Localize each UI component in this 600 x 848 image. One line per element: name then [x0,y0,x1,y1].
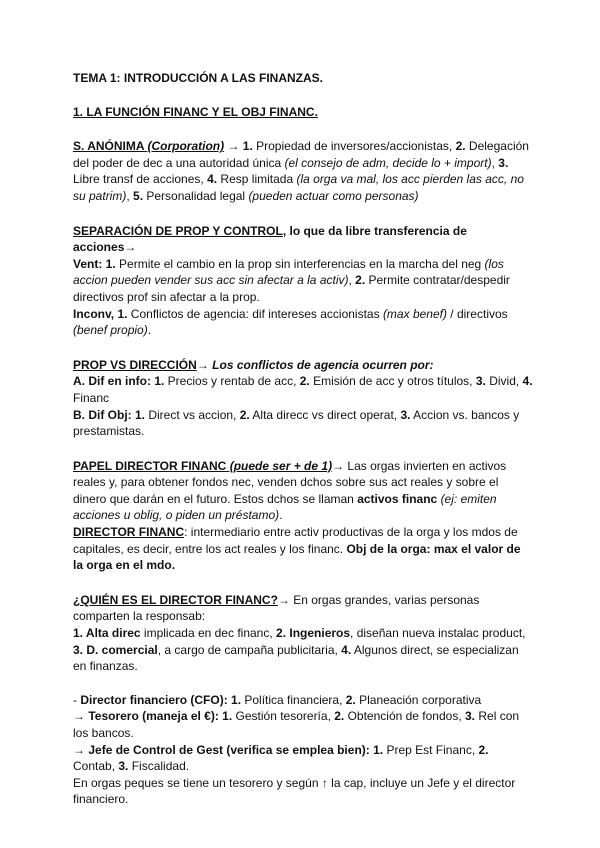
arrow-icon: → [224,139,243,154]
arrow-icon: → [124,240,137,255]
arrow-icon: → [73,709,89,724]
arrow-icon: → [73,742,89,757]
orgas-peques-line: En orgas peques se tiene un tesorero y según ↑ la cap, incluye un Jefe y el director financiero. [73,775,516,807]
document-title: TEMA 1: INTRODUCCIÓN A LAS FINANZAS. [73,71,323,85]
tesorero-line: → Tesorero (maneja el €): 1. Gestión tesorería, 2. Obtención de fondos, 3. Rel con los bancos. [73,709,520,740]
quien-es-paragraph: ¿QUIÉN ES EL DIRECTOR FINANC?→ En orgas grandes, varias personas comparten la responsab: [73,592,480,624]
document-page [73,70,533,808]
sa-heading-italic: (Corporation) [147,139,225,154]
ventajas-paragraph: Vent: 1. Permite el cambio en la prop sin interferencias en la marcha del neg (los accion pueden vender sus acc sin afectar a la activ), 2. Permite contratar/despedir directivos prof sin afectar a la prop. [73,256,510,304]
prop-vs-direccion-heading: PROP VS DIRECCIÓN→ Los conflictos de agencia ocurren por: [73,357,434,372]
section-heading-funcion-financ: 1. LA FUNCIÓN FINANC Y EL OBJ FINANC. [73,104,318,119]
dif-obj-paragraph: B. Dif Obj: 1. Direct vs accion, 2. Alta direcc vs direct operat, 3. Accion vs. bancos y prestamistas. [73,407,520,439]
director-financ-paragraph: DIRECTOR FINANC: intermediario entre activ productivas de la orga y los mdos de capitales, es decir, entre los act reales y los financ. Obj de la orga: max el valor de la orga en el mdo. [73,525,521,573]
cfo-line: - Director financiero (CFO): 1. Política financiera, 2. Planeación corporativa [73,692,482,707]
papel-director-paragraph: PAPEL DIRECTOR FINANC (puede ser + de 1)→ Las orgas invierten en activos reales y, para obtener fondos nec, venden dchos sobre sus act reales y sobre el dinero que darán en el futuro. Estos dchos se llaman activos financ (ej: emiten acciones u oblig, o piden un préstamo). [73,458,507,523]
responsables-paragraph: 1. Alta direc implicada en dec financ, 2. Ingenieros, diseñan nueva instalac product, 3. D. comercial, a cargo de campaña publicitaria, 4. Algunos direct, se especializan en finanzas. [73,626,526,674]
inconvenientes-paragraph: Inconv, 1. Conflictos de agencia: dif intereses accionistas (max benef) / directivos (benef propio). [73,306,508,338]
dif-info-paragraph: A. Dif en info: 1. Precios y rentab de acc, 2. Emisión de acc y otros títulos, 3. Divid, 4. Financ [73,374,533,405]
sa-paragraph: S. ANÓNIMA (Corporation) → 1. Propiedad de inversores/accionistas, 2. Delegación del poder de dec a una autoridad única (el consejo de adm, decide lo + import), 3. Libre transf de acciones, 4. Resp limitada (la orga va mal, los acc pierden las acc, no su patrim), 5. Personalidad legal (pueden actuar como personas) [73,139,529,203]
separacion-heading: SEPARACIÓN DE PROP Y CONTROL, lo que da libre transferencia de acciones→ [73,223,467,255]
arrow-icon: → [332,458,348,473]
arrow-icon: → [196,357,213,372]
sa-heading: S. ANÓNIMA [73,139,145,154]
jefe-control-line: → Jefe de Control de Gest (verifica se emplea bien): 1. Prep Est Financ, 2. Contab, 3. Fiscalidad. [73,742,489,774]
